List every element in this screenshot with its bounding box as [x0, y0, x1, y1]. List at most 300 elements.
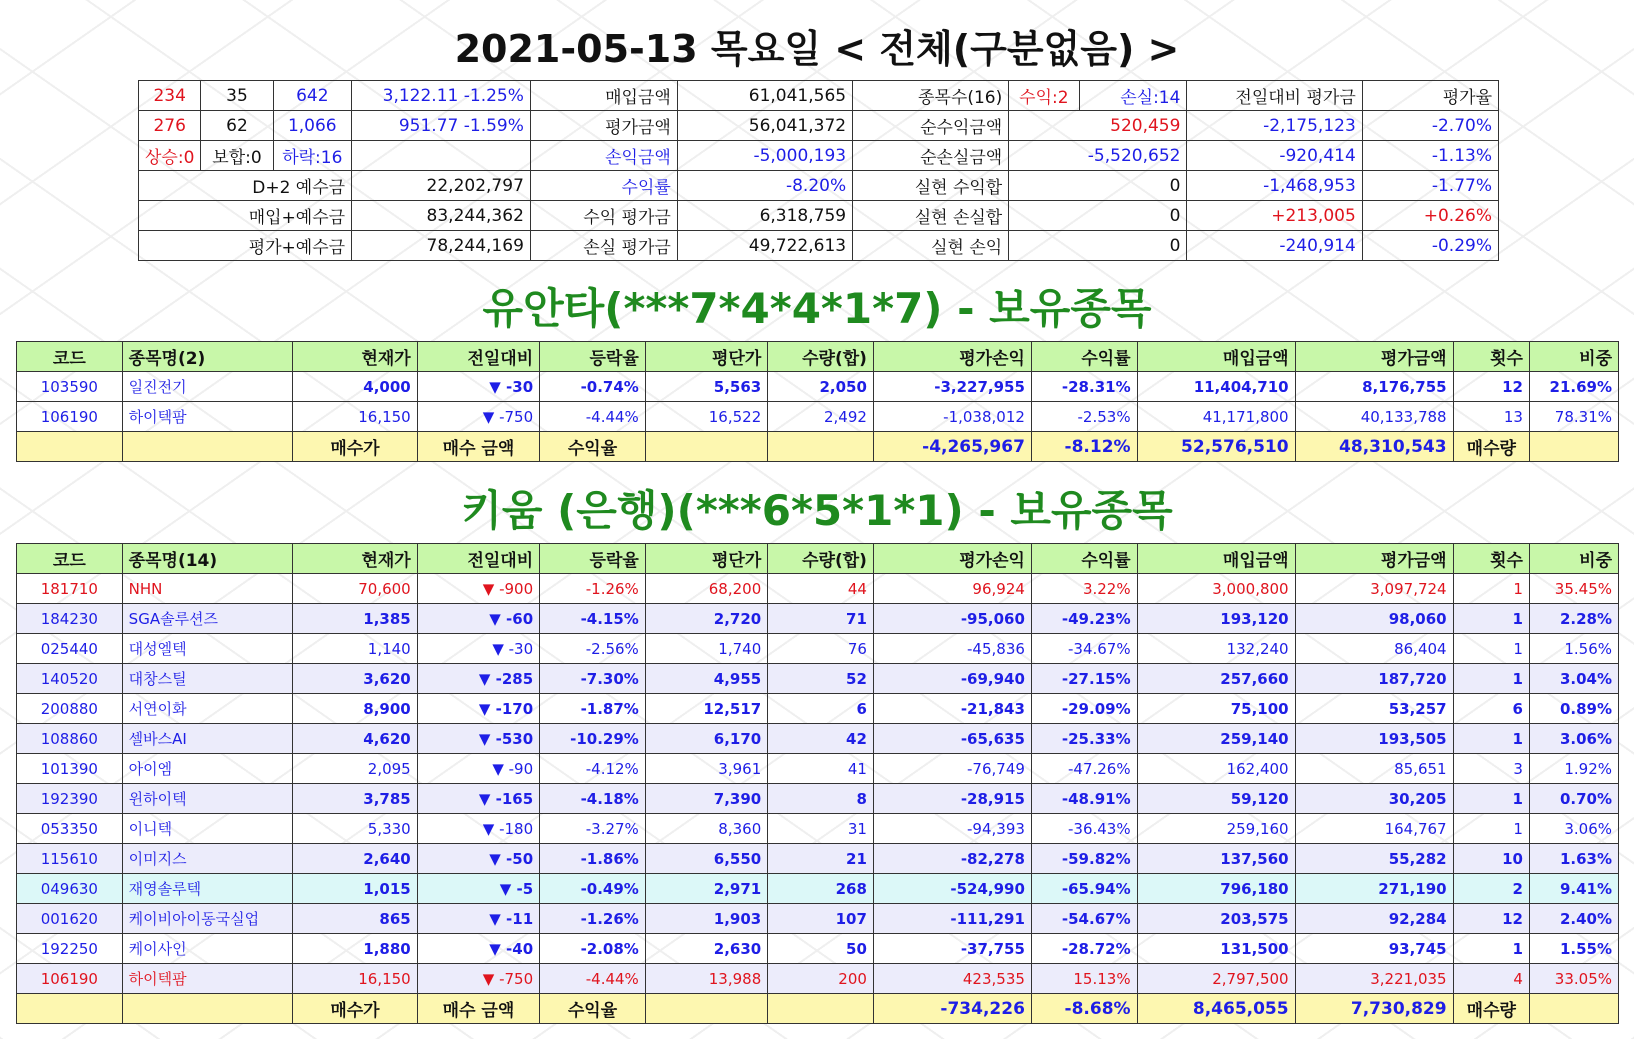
summary-cell: 상승:0 — [139, 141, 201, 171]
cell-weight: 3.04% — [1529, 664, 1618, 694]
footer-label: 매수가 — [293, 994, 418, 1024]
table-row[interactable] — [17, 634, 1619, 664]
summary-cell: -1.13% — [1362, 141, 1498, 171]
cell-avg: 1,740 — [645, 634, 767, 664]
cell-eval: 86,404 — [1295, 634, 1453, 664]
cell-name: 케이사인 — [122, 934, 293, 964]
cell-code: 192390 — [17, 784, 123, 814]
cell-pl: 423,535 — [873, 964, 1031, 994]
summary-cell: 순손실금액 — [853, 141, 1009, 171]
summary-cell: 234 — [139, 81, 201, 111]
cell-weight: 0.89% — [1529, 694, 1618, 724]
cell-ret: 3.22% — [1031, 574, 1137, 604]
table-footer-row — [17, 432, 1619, 462]
column-header[interactable]: 수량(합) — [768, 544, 874, 574]
column-header[interactable]: 비중 — [1529, 342, 1618, 372]
column-header[interactable]: 매입금액 — [1137, 544, 1295, 574]
table-header-row — [17, 342, 1619, 372]
cell-code: 101390 — [17, 754, 123, 784]
cell-price: 2,095 — [293, 754, 418, 784]
summary-row — [139, 171, 1499, 201]
cell-buy: 59,120 — [1137, 784, 1295, 814]
cell-weight: 1.55% — [1529, 934, 1618, 964]
summary-cell: -2.70% — [1362, 111, 1498, 141]
summary-table — [138, 80, 1499, 261]
cell-ret: -28.31% — [1031, 372, 1137, 402]
cell-ret: -49.23% — [1031, 604, 1137, 634]
cell-buy: 137,560 — [1137, 844, 1295, 874]
cell-avg: 13,988 — [645, 964, 767, 994]
cell-change: ▼ -30 — [417, 372, 539, 402]
cell-qty: 107 — [768, 904, 874, 934]
column-header[interactable]: 평단가 — [645, 544, 767, 574]
footer-label: 수익율 — [540, 432, 646, 462]
footer-value — [1529, 432, 1618, 462]
table-row[interactable] — [17, 934, 1619, 964]
cell-name: NHN — [122, 574, 293, 604]
cell-price: 1,015 — [293, 874, 418, 904]
footer-label: 매수 금액 — [417, 994, 539, 1024]
cell-rate: -4.12% — [540, 754, 646, 784]
cell-eval: 3,221,035 — [1295, 964, 1453, 994]
cell-ret: -27.15% — [1031, 664, 1137, 694]
cell-ret: -36.43% — [1031, 814, 1137, 844]
cell-pl: -76,749 — [873, 754, 1031, 784]
cell-ret: -59.82% — [1031, 844, 1137, 874]
cell-ret: -47.26% — [1031, 754, 1137, 784]
cell-weight: 3.06% — [1529, 814, 1618, 844]
cell-price: 865 — [293, 904, 418, 934]
summary-row — [139, 231, 1499, 261]
footer-value — [645, 432, 767, 462]
cell-rate: -4.18% — [540, 784, 646, 814]
summary-cell: 1,066 — [273, 111, 352, 141]
cell-avg: 5,563 — [645, 372, 767, 402]
cell-avg: 6,550 — [645, 844, 767, 874]
cell-change: ▼ -30 — [417, 634, 539, 664]
cell-buy: 796,180 — [1137, 874, 1295, 904]
table-row[interactable] — [17, 574, 1619, 604]
cell-change: ▼ -90 — [417, 754, 539, 784]
cell-qty: 8 — [768, 784, 874, 814]
cell-qty: 71 — [768, 604, 874, 634]
cell-count: 1 — [1453, 604, 1529, 634]
column-header[interactable]: 종목명(2) — [122, 342, 293, 372]
column-header[interactable]: 횟수 — [1453, 544, 1529, 574]
summary-cell: -0.29% — [1362, 231, 1498, 261]
summary-row — [139, 141, 1499, 171]
cell-change: ▼ -50 — [417, 844, 539, 874]
cell-buy: 131,500 — [1137, 934, 1295, 964]
cell-pl: -28,915 — [873, 784, 1031, 814]
cell-price: 5,330 — [293, 814, 418, 844]
cell-code: 108860 — [17, 724, 123, 754]
footer-label: 매수 금액 — [417, 432, 539, 462]
cell-eval: 93,745 — [1295, 934, 1453, 964]
table-footer-row — [17, 994, 1619, 1024]
cell-name: 케이비아이동국실업 — [122, 904, 293, 934]
cell-rate: -3.27% — [540, 814, 646, 844]
cell-qty: 50 — [768, 934, 874, 964]
cell-buy: 193,120 — [1137, 604, 1295, 634]
section2-holdings-table — [16, 543, 1619, 1024]
cell-rate: -1.26% — [540, 574, 646, 604]
cell-price: 3,785 — [293, 784, 418, 814]
cell-name: 재영솔루텍 — [122, 874, 293, 904]
cell-eval: 85,651 — [1295, 754, 1453, 784]
cell-pl: -94,393 — [873, 814, 1031, 844]
cell-weight: 33.05% — [1529, 964, 1618, 994]
cell-ret: -34.67% — [1031, 634, 1137, 664]
column-header[interactable]: 수량(합) — [768, 342, 874, 372]
cell-ret: -54.67% — [1031, 904, 1137, 934]
footer-value: 48,310,543 — [1295, 432, 1453, 462]
cell-eval: 164,767 — [1295, 814, 1453, 844]
cell-pl: -1,038,012 — [873, 402, 1031, 432]
cell-ret: -2.53% — [1031, 402, 1137, 432]
cell-eval: 30,205 — [1295, 784, 1453, 814]
cell-buy: 3,000,800 — [1137, 574, 1295, 604]
footer-value: 52,576,510 — [1137, 432, 1295, 462]
cell-change: ▼ -40 — [417, 934, 539, 964]
table-row[interactable] — [17, 664, 1619, 694]
cell-change: ▼ -285 — [417, 664, 539, 694]
section1-holdings-table — [16, 341, 1619, 462]
summary-cell: -240,914 — [1187, 231, 1362, 261]
cell-code: 106190 — [17, 402, 123, 432]
cell-rate: -7.30% — [540, 664, 646, 694]
cell-change: ▼ -60 — [417, 604, 539, 634]
cell-price: 1,385 — [293, 604, 418, 634]
cell-qty: 2,492 — [768, 402, 874, 432]
table-row[interactable] — [17, 372, 1619, 402]
cell-weight: 1.92% — [1529, 754, 1618, 784]
cell-pl: -37,755 — [873, 934, 1031, 964]
section1-title: 유안타(***7*4*4*1*7) - 보유종목 — [482, 284, 1152, 333]
footer-value — [17, 994, 123, 1024]
cell-eval: 55,282 — [1295, 844, 1453, 874]
cell-count: 1 — [1453, 934, 1529, 964]
summary-cell: 0 — [1009, 171, 1187, 201]
summary-cell: -8.20% — [677, 171, 852, 201]
cell-qty: 52 — [768, 664, 874, 694]
cell-weight: 2.40% — [1529, 904, 1618, 934]
cell-count: 13 — [1453, 402, 1529, 432]
cell-name: 일진전기 — [122, 372, 293, 402]
cell-avg: 68,200 — [645, 574, 767, 604]
summary-cell: 실현 손익 — [853, 231, 1009, 261]
cell-buy: 259,160 — [1137, 814, 1295, 844]
cell-ret: -29.09% — [1031, 694, 1137, 724]
cell-qty: 200 — [768, 964, 874, 994]
summary-cell: 실현 손실합 — [853, 201, 1009, 231]
summary-row — [139, 81, 1499, 111]
cell-count: 3 — [1453, 754, 1529, 784]
cell-buy: 203,575 — [1137, 904, 1295, 934]
table-row[interactable] — [17, 724, 1619, 754]
cell-count: 4 — [1453, 964, 1529, 994]
cell-change: ▼ -11 — [417, 904, 539, 934]
cell-eval: 187,720 — [1295, 664, 1453, 694]
summary-cell: 0 — [1009, 201, 1187, 231]
cell-avg: 2,630 — [645, 934, 767, 964]
column-header[interactable]: 매입금액 — [1137, 342, 1295, 372]
cell-price: 1,880 — [293, 934, 418, 964]
column-header[interactable]: 수익률 — [1031, 342, 1137, 372]
table-row[interactable] — [17, 754, 1619, 784]
cell-eval: 3,097,724 — [1295, 574, 1453, 604]
cell-change: ▼ -180 — [417, 814, 539, 844]
cell-rate: -2.56% — [540, 634, 646, 664]
cell-name: 이니텍 — [122, 814, 293, 844]
summary-cell: 35 — [201, 81, 273, 111]
cell-price: 4,000 — [293, 372, 418, 402]
cell-name: 하이텍팜 — [122, 964, 293, 994]
cell-code: 053350 — [17, 814, 123, 844]
column-header[interactable]: 평가금액 — [1295, 342, 1453, 372]
cell-buy: 2,797,500 — [1137, 964, 1295, 994]
column-header[interactable]: 현재가 — [293, 342, 418, 372]
cell-pl: -111,291 — [873, 904, 1031, 934]
cell-ret: 15.13% — [1031, 964, 1137, 994]
summary-cell: 실현 수익합 — [853, 171, 1009, 201]
summary-cell: 손실:14 — [1079, 81, 1187, 111]
summary-cell: 수익 평가금 — [530, 201, 677, 231]
summary-cell: 520,459 — [1009, 111, 1187, 141]
cell-price: 16,150 — [293, 402, 418, 432]
cell-rate: -0.49% — [540, 874, 646, 904]
cell-qty: 21 — [768, 844, 874, 874]
cell-rate: -10.29% — [540, 724, 646, 754]
table-row[interactable] — [17, 844, 1619, 874]
table-row[interactable] — [17, 402, 1619, 432]
cell-name: 이미지스 — [122, 844, 293, 874]
column-header[interactable]: 현재가 — [293, 544, 418, 574]
column-header[interactable]: 평가금액 — [1295, 544, 1453, 574]
cell-avg: 7,390 — [645, 784, 767, 814]
table-row[interactable] — [17, 964, 1619, 994]
cell-rate: -0.74% — [540, 372, 646, 402]
cell-name: 하이텍팜 — [122, 402, 293, 432]
cell-change: ▼ -170 — [417, 694, 539, 724]
footer-value — [1529, 994, 1618, 1024]
column-header[interactable]: 전일대비 — [417, 544, 539, 574]
footer-value: 8,465,055 — [1137, 994, 1295, 1024]
summary-row — [139, 201, 1499, 231]
cell-price: 4,620 — [293, 724, 418, 754]
summary-cell: 평가율 — [1362, 81, 1498, 111]
cell-pl: -95,060 — [873, 604, 1031, 634]
cell-count: 1 — [1453, 634, 1529, 664]
column-header[interactable]: 평가손익 — [873, 342, 1031, 372]
summary-cell: -5,520,652 — [1009, 141, 1187, 171]
cell-code: 200880 — [17, 694, 123, 724]
table-row[interactable] — [17, 904, 1619, 934]
table-row[interactable] — [17, 694, 1619, 724]
cell-pl: -3,227,955 — [873, 372, 1031, 402]
column-header[interactable]: 종목명(14) — [122, 544, 293, 574]
cell-count: 12 — [1453, 372, 1529, 402]
cell-avg: 6,170 — [645, 724, 767, 754]
footer-value: 7,730,829 — [1295, 994, 1453, 1024]
summary-cell: 수익:2 — [1009, 81, 1079, 111]
cell-ret: -28.72% — [1031, 934, 1137, 964]
column-header[interactable]: 코드 — [17, 544, 123, 574]
cell-buy: 75,100 — [1137, 694, 1295, 724]
cell-code: 049630 — [17, 874, 123, 904]
cell-code: 192250 — [17, 934, 123, 964]
cell-eval: 193,505 — [1295, 724, 1453, 754]
footer-value — [122, 994, 293, 1024]
summary-cell: 83,244,362 — [352, 201, 531, 231]
cell-pl: -21,843 — [873, 694, 1031, 724]
cell-qty: 268 — [768, 874, 874, 904]
summary-cell: -1.77% — [1362, 171, 1498, 201]
cell-code: 181710 — [17, 574, 123, 604]
cell-price: 70,600 — [293, 574, 418, 604]
cell-eval: 40,133,788 — [1295, 402, 1453, 432]
cell-name: 셀바스AI — [122, 724, 293, 754]
cell-code: 103590 — [17, 372, 123, 402]
footer-value — [17, 432, 123, 462]
cell-pl: 96,924 — [873, 574, 1031, 604]
summary-cell: 0 — [1009, 231, 1187, 261]
cell-rate: -1.87% — [540, 694, 646, 724]
cell-buy: 162,400 — [1137, 754, 1295, 784]
cell-name: 아이엠 — [122, 754, 293, 784]
cell-price: 8,900 — [293, 694, 418, 724]
cell-weight: 78.31% — [1529, 402, 1618, 432]
cell-eval: 92,284 — [1295, 904, 1453, 934]
footer-value — [122, 432, 293, 462]
cell-weight: 2.28% — [1529, 604, 1618, 634]
summary-cell: 62 — [201, 111, 273, 141]
summary-cell: -1,468,953 — [1187, 171, 1362, 201]
column-header[interactable]: 등락율 — [540, 342, 646, 372]
summary-cell: 손익금액 — [530, 141, 677, 171]
cell-count: 12 — [1453, 904, 1529, 934]
cell-ret: -65.94% — [1031, 874, 1137, 904]
cell-name: SGA솔루션즈 — [122, 604, 293, 634]
summary-cell: 78,244,169 — [352, 231, 531, 261]
summary-cell: 전일대비 평가금 — [1187, 81, 1362, 111]
summary-cell: 6,318,759 — [677, 201, 852, 231]
column-header[interactable]: 평가손익 — [873, 544, 1031, 574]
column-header[interactable]: 수익률 — [1031, 544, 1137, 574]
cell-buy: 257,660 — [1137, 664, 1295, 694]
summary-cell: 보합:0 — [201, 141, 273, 171]
cell-change: ▼ -750 — [417, 402, 539, 432]
cell-count: 1 — [1453, 784, 1529, 814]
cell-price: 1,140 — [293, 634, 418, 664]
cell-code: 184230 — [17, 604, 123, 634]
table-row[interactable] — [17, 814, 1619, 844]
cell-qty: 31 — [768, 814, 874, 844]
column-header[interactable]: 전일대비 — [417, 342, 539, 372]
cell-weight: 9.41% — [1529, 874, 1618, 904]
cell-price: 2,640 — [293, 844, 418, 874]
table-row[interactable] — [17, 874, 1619, 904]
cell-count: 1 — [1453, 814, 1529, 844]
cell-change: ▼ -165 — [417, 784, 539, 814]
summary-cell: 하락:16 — [273, 141, 352, 171]
column-header[interactable]: 비중 — [1529, 544, 1618, 574]
cell-change: ▼ -900 — [417, 574, 539, 604]
summary-cell: 매입금액 — [530, 81, 677, 111]
cell-name: 서연이화 — [122, 694, 293, 724]
summary-cell: 순수익금액 — [853, 111, 1009, 141]
summary-row — [139, 111, 1499, 141]
table-row[interactable] — [17, 784, 1619, 814]
cell-rate: -2.08% — [540, 934, 646, 964]
cell-count: 1 — [1453, 664, 1529, 694]
cell-weight: 0.70% — [1529, 784, 1618, 814]
column-header[interactable]: 횟수 — [1453, 342, 1529, 372]
cell-weight: 3.06% — [1529, 724, 1618, 754]
footer-value: -734,226 — [873, 994, 1031, 1024]
summary-cell: 56,041,372 — [677, 111, 852, 141]
summary-cell: -2,175,123 — [1187, 111, 1362, 141]
column-header[interactable]: 평단가 — [645, 342, 767, 372]
cell-rate: -4.44% — [540, 964, 646, 994]
summary-cell: 642 — [273, 81, 352, 111]
cell-rate: -1.26% — [540, 904, 646, 934]
cell-eval: 271,190 — [1295, 874, 1453, 904]
footer-label: 매수가 — [293, 432, 418, 462]
cell-code: 001620 — [17, 904, 123, 934]
summary-cell: 22,202,797 — [352, 171, 531, 201]
section2-title: 키움 (은행)(***6*5*1*1) - 보유종목 — [461, 486, 1173, 535]
cell-avg: 4,955 — [645, 664, 767, 694]
summary-cell: D+2 예수금 — [139, 171, 352, 201]
cell-pl: -524,990 — [873, 874, 1031, 904]
cell-count: 1 — [1453, 724, 1529, 754]
cell-count: 6 — [1453, 694, 1529, 724]
cell-ret: -48.91% — [1031, 784, 1137, 814]
cell-buy: 132,240 — [1137, 634, 1295, 664]
cell-rate: -4.15% — [540, 604, 646, 634]
cell-avg: 3,961 — [645, 754, 767, 784]
cell-buy: 259,140 — [1137, 724, 1295, 754]
table-row[interactable] — [17, 604, 1619, 634]
cell-name: 대창스틸 — [122, 664, 293, 694]
summary-cell: 손실 평가금 — [530, 231, 677, 261]
cell-code: 115610 — [17, 844, 123, 874]
summary-cell: +213,005 — [1187, 201, 1362, 231]
footer-value — [768, 994, 874, 1024]
page-title: 2021-05-13 목요일 < 전체(구분없음) > — [454, 27, 1180, 71]
cell-code: 140520 — [17, 664, 123, 694]
column-header[interactable]: 코드 — [17, 342, 123, 372]
cell-weight: 35.45% — [1529, 574, 1618, 604]
cell-ret: -25.33% — [1031, 724, 1137, 754]
cell-avg: 12,517 — [645, 694, 767, 724]
summary-cell: 매입+예수금 — [139, 201, 352, 231]
cell-qty: 76 — [768, 634, 874, 664]
cell-avg: 2,720 — [645, 604, 767, 634]
cell-avg: 8,360 — [645, 814, 767, 844]
footer-value: -8.12% — [1031, 432, 1137, 462]
cell-eval: 8,176,755 — [1295, 372, 1453, 402]
column-header[interactable]: 등락율 — [540, 544, 646, 574]
summary-cell: -5,000,193 — [677, 141, 852, 171]
cell-price: 16,150 — [293, 964, 418, 994]
cell-pl: -45,836 — [873, 634, 1031, 664]
cell-rate: -4.44% — [540, 402, 646, 432]
cell-buy: 41,171,800 — [1137, 402, 1295, 432]
summary-cell: 평가금액 — [530, 111, 677, 141]
footer-label: 매수량 — [1453, 994, 1529, 1024]
